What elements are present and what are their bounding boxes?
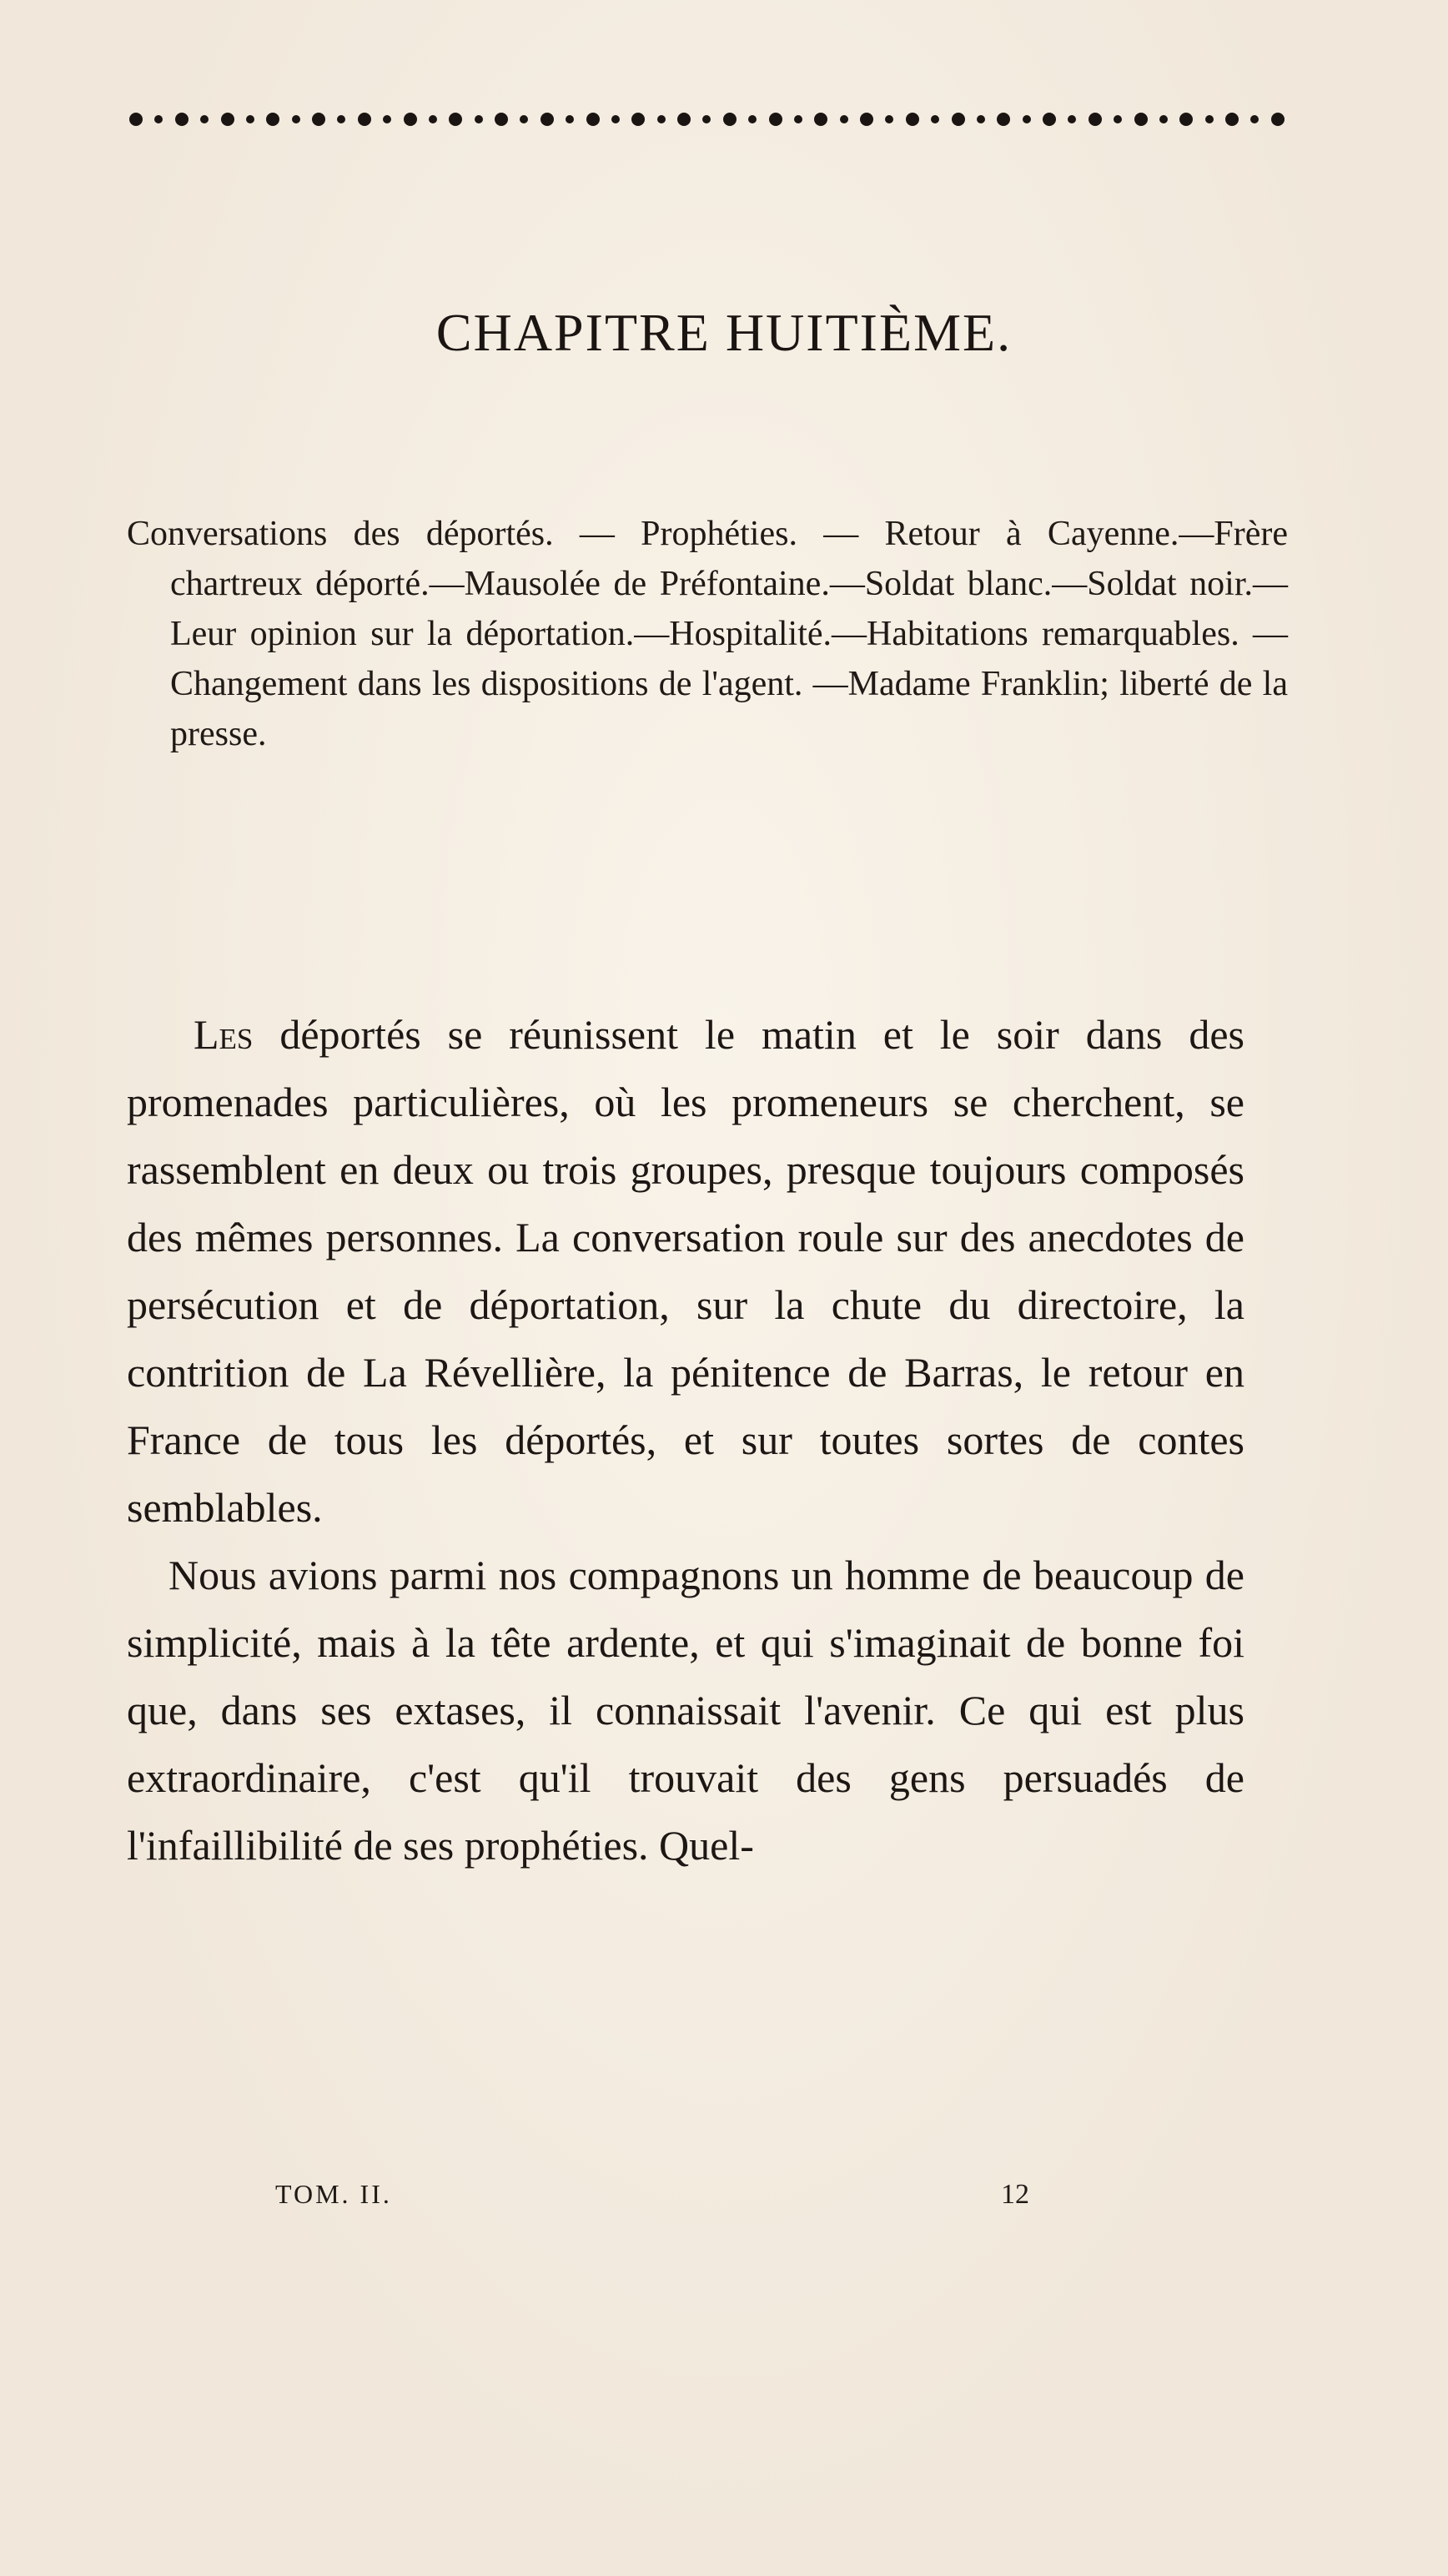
ornament-dot xyxy=(429,115,437,123)
ornament-dot xyxy=(1134,113,1148,126)
ornament-dot xyxy=(931,115,939,123)
ornament-dot xyxy=(814,113,827,126)
ornament-dot xyxy=(702,115,711,123)
ornament-dot xyxy=(1205,115,1214,123)
ornament-dot xyxy=(1179,113,1193,126)
ornament-dot xyxy=(657,115,666,123)
ornament-dot xyxy=(840,115,848,123)
ornament-dot xyxy=(200,115,209,123)
ornament-dot xyxy=(769,113,782,126)
ornament-dot xyxy=(221,113,234,126)
ornament-dot xyxy=(129,113,143,126)
ornament-dot xyxy=(860,113,873,126)
ornament-dot xyxy=(631,113,645,126)
ornament-dot xyxy=(358,113,371,126)
ornament-dot xyxy=(885,115,893,123)
ornament-dot xyxy=(1250,115,1259,123)
ornament-dot xyxy=(586,113,600,126)
ornament-dot xyxy=(1068,115,1076,123)
ornament-dot xyxy=(566,115,574,123)
ornament-dot xyxy=(540,113,554,126)
chapter-title: CHAPITRE HUITIÈME. xyxy=(435,303,1013,362)
ornament-dot xyxy=(404,113,417,126)
ornament-dot xyxy=(611,115,620,123)
ornament-dot xyxy=(495,113,508,126)
paragraph-text: déportés se réunissent le matin et le soir dans des promenades particulières, où les promeneurs se cherchent, se rassemblent en deux ou trois groupes, presque toujours composés des mêmes personnes. La conversation roule sur des anecdotes de persécution et de déportation, sur la chute du directoire, la contrition de La Révellière, la pénitence de Barras, le retour en France de tous les déportés, et sur toutes sortes de contes semblables. xyxy=(127,1011,1244,1531)
ornament-dot xyxy=(977,115,985,123)
volume-label: TOM. II. xyxy=(275,2179,392,2209)
ornament-dot xyxy=(154,115,163,123)
ornament-dot xyxy=(723,113,737,126)
body-text xyxy=(127,1001,1244,1879)
ornament-dot xyxy=(383,115,391,123)
ornament-dot xyxy=(175,113,189,126)
ornament-dot xyxy=(337,115,345,123)
ornament-dot xyxy=(520,115,528,123)
ornament-dot xyxy=(266,113,279,126)
ornament-dot xyxy=(292,115,300,123)
ornament-dot xyxy=(1159,115,1168,123)
ornament-dot xyxy=(1271,113,1285,126)
ornament-dot xyxy=(1089,113,1102,126)
ornament-dot xyxy=(1114,115,1122,123)
ornament-dot xyxy=(1225,113,1239,126)
chapter-summary: Conversations des déportés. — Prophéties. — Retour à Cayenne.—Frère chartreux déporté.—Mausolée de Préfontaine.—Soldat blanc.—Soldat noir.—Leur opinion sur la déportation.—Hospitalité.—Habitations remarquables. —Changement dans les dispositions de l'agent. —Madame Franklin; liberté de la presse. xyxy=(127,515,1288,753)
ornament-dot xyxy=(475,115,483,123)
ornament-dot xyxy=(952,113,965,126)
first-word: Les xyxy=(194,1011,254,1058)
ornament-dot xyxy=(312,113,325,126)
ornament-dot xyxy=(1023,115,1031,123)
signature-mark: 12 xyxy=(1001,2179,1029,2210)
paragraph: Nous avions parmi nos compagnons un homme de beaucoup de simplicité, mais à la tête ardente, et qui s'imaginait de bonne foi que, dans ses extases, il connaissait l'avenir. Ce qui est plus extraordinaire, c'est qu'il trouvait des gens persuadés de l'infaillibilité de ses prophéties. Quel- xyxy=(127,1552,1244,1869)
paragraph xyxy=(127,1001,1244,1542)
ornament-dot xyxy=(794,115,802,123)
ornament-dot xyxy=(449,113,462,126)
ornament-dot xyxy=(246,115,254,123)
ornament-dot xyxy=(677,113,691,126)
ornament-dot xyxy=(1043,113,1056,126)
ornamental-rule xyxy=(129,108,1285,130)
ornament-dot xyxy=(748,115,757,123)
ornament-dot xyxy=(906,113,919,126)
ornament-dot xyxy=(997,113,1010,126)
